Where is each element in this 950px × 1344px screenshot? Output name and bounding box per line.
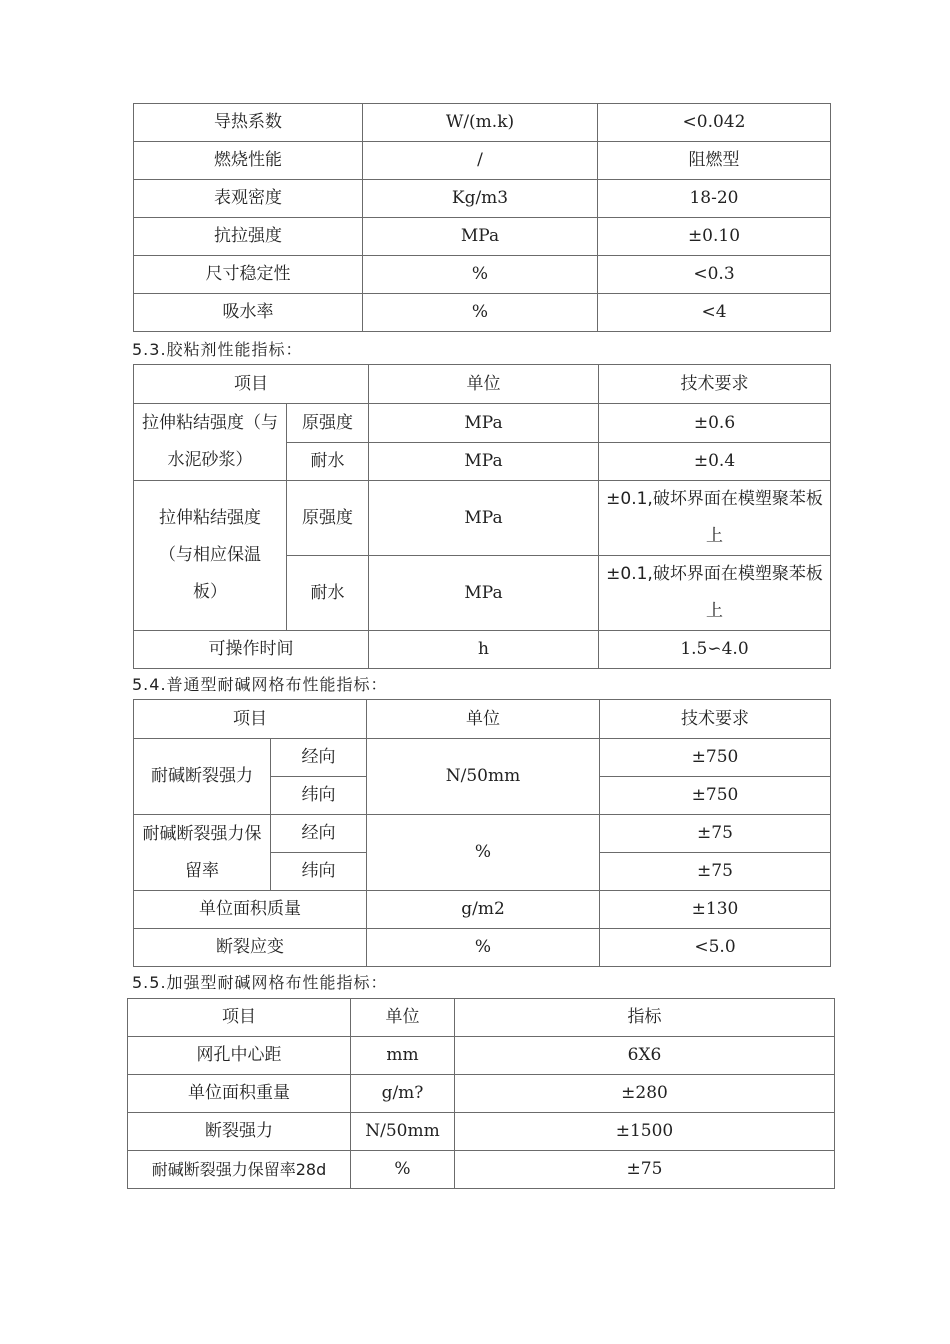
- property-name: 燃烧性能: [134, 142, 363, 180]
- sub-item: 原强度: [287, 404, 369, 443]
- table-row: [134, 142, 831, 180]
- item: 断裂应变: [134, 929, 367, 967]
- item: 可操作时间: [134, 631, 369, 669]
- header-unit: 单位: [369, 365, 599, 404]
- requirement: ±0.4: [599, 443, 831, 481]
- property-name: 尺寸稳定性: [134, 256, 363, 294]
- property-unit: MPa: [363, 218, 598, 256]
- unit: mm: [351, 1037, 455, 1075]
- property-unit: %: [363, 256, 598, 294]
- item: 单位面积重量: [128, 1075, 351, 1113]
- table-row: [128, 1151, 835, 1189]
- property-value: ±0.10: [598, 218, 831, 256]
- group-label: [134, 404, 287, 481]
- table-row: [134, 180, 831, 218]
- table-row: [134, 815, 831, 853]
- sub-item: 原强度: [287, 481, 369, 556]
- requirement: ±280: [455, 1075, 835, 1113]
- properties-table-1: [133, 103, 831, 332]
- unit: h: [369, 631, 599, 669]
- table-row: [134, 294, 831, 332]
- table-row: [134, 256, 831, 294]
- mesh-reinforced-table: [127, 998, 835, 1189]
- table-row: [128, 1037, 835, 1075]
- header-unit: 单位: [367, 700, 600, 739]
- section-heading-5-3: 5.3.胶粘剂性能指标：: [132, 340, 303, 359]
- table-header-row: [128, 999, 835, 1037]
- table-row: [134, 739, 831, 777]
- unit: %: [367, 815, 600, 891]
- requirement: ±130: [600, 891, 831, 929]
- sub-item: 经向: [271, 739, 367, 777]
- sub-item: 纬向: [271, 777, 367, 815]
- requirement: 6X6: [455, 1037, 835, 1075]
- table-row: [134, 891, 831, 929]
- requirement: ±750: [600, 739, 831, 777]
- requirement: 1.5∽4.0: [599, 631, 831, 669]
- property-unit: W/(m.k): [363, 104, 598, 142]
- sub-item: 纬向: [271, 853, 367, 891]
- property-value: 阻燃型: [598, 142, 831, 180]
- unit: MPa: [369, 443, 599, 481]
- requirement: ±1500: [455, 1113, 835, 1151]
- section-heading-5-5: 5.5.加强型耐碱网格布性能指标：: [132, 973, 388, 992]
- property-name: 导热系数: [134, 104, 363, 142]
- header-requirement: 指标: [455, 999, 835, 1037]
- requirement: ±0.1,破坏界面在模塑聚苯板上: [599, 481, 831, 556]
- property-value: <0.3: [598, 256, 831, 294]
- requirement: <5.0: [600, 929, 831, 967]
- property-value: 18-20: [598, 180, 831, 218]
- group-label: 耐碱断裂强力保留率: [134, 815, 271, 891]
- header-item: 项目: [134, 700, 367, 739]
- table-header-row: [134, 365, 831, 404]
- header-item: 项目: [134, 365, 369, 404]
- requirement: ±75: [600, 853, 831, 891]
- property-unit: %: [363, 294, 598, 332]
- group-label: 拉伸粘结强度（与相应保温板）: [134, 481, 287, 631]
- requirement: ±75: [600, 815, 831, 853]
- table-header-row: [134, 700, 831, 739]
- unit: g/m2: [367, 891, 600, 929]
- unit: MPa: [369, 556, 599, 631]
- requirement: ±0.1,破坏界面在模塑聚苯板上: [599, 556, 831, 631]
- property-name: 吸水率: [134, 294, 363, 332]
- group-label-text: 拉伸粘结强度（与水泥砂浆）: [142, 412, 278, 470]
- property-unit: Kg/m3: [363, 180, 598, 218]
- header-unit: 单位: [351, 999, 455, 1037]
- unit: %: [351, 1151, 455, 1189]
- adhesive-table: [133, 364, 831, 669]
- table-row: [134, 929, 831, 967]
- property-value: <0.042: [598, 104, 831, 142]
- table-row: [134, 104, 831, 142]
- header-item: 项目: [128, 999, 351, 1037]
- sub-item: 经向: [271, 815, 367, 853]
- property-name: 表观密度: [134, 180, 363, 218]
- property-name: 抗拉强度: [134, 218, 363, 256]
- unit: N/50mm: [351, 1113, 455, 1151]
- group-label: 耐碱断裂强力: [134, 739, 271, 815]
- table-row: [128, 1075, 835, 1113]
- requirement: ±75: [455, 1151, 835, 1189]
- header-requirement: 技术要求: [599, 365, 831, 404]
- requirement: ±0.6: [599, 404, 831, 443]
- sub-item: 耐水: [287, 556, 369, 631]
- item: 单位面积质量: [134, 891, 367, 929]
- table-row: [134, 631, 831, 669]
- item: 耐碱断裂强力保留率28d: [128, 1151, 351, 1189]
- unit: MPa: [369, 404, 599, 443]
- table-row: [134, 404, 831, 443]
- sub-item: 耐水: [287, 443, 369, 481]
- unit: N/50mm: [367, 739, 600, 815]
- item: 断裂强力: [128, 1113, 351, 1151]
- unit: %: [367, 929, 600, 967]
- table-row: [128, 1113, 835, 1151]
- requirement: ±750: [600, 777, 831, 815]
- header-requirement: 技术要求: [600, 700, 831, 739]
- table-row: [134, 481, 831, 556]
- property-value: <4: [598, 294, 831, 332]
- mesh-standard-table: [133, 699, 831, 967]
- item: 网孔中心距: [128, 1037, 351, 1075]
- property-unit: /: [363, 142, 598, 180]
- table-row: [134, 218, 831, 256]
- unit: MPa: [369, 481, 599, 556]
- unit: g/m?: [351, 1075, 455, 1113]
- section-heading-5-4: 5.4.普通型耐碱网格布性能指标：: [132, 675, 388, 694]
